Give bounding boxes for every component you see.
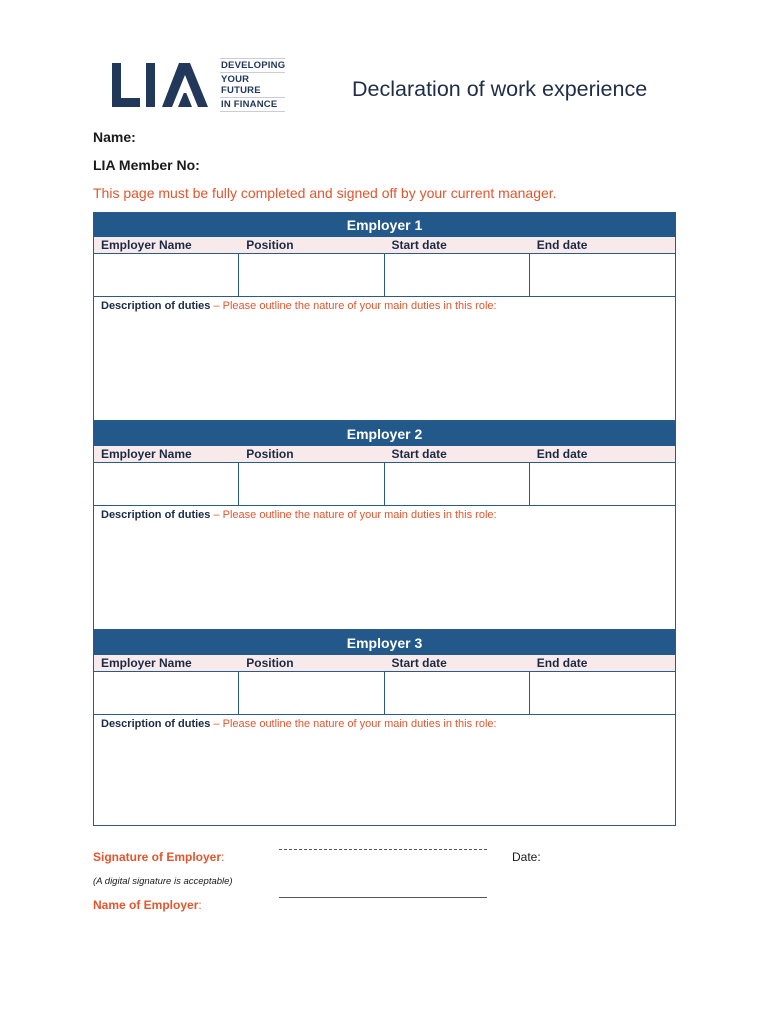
section-header: Employer 2 xyxy=(94,422,675,446)
employer-name-label-text: Name of Employer xyxy=(93,898,199,912)
position-field[interactable] xyxy=(239,463,384,505)
lia-logo-mark xyxy=(112,63,212,107)
end-date-field[interactable] xyxy=(530,463,675,505)
lia-logo xyxy=(112,58,285,112)
duties-label: Description of duties xyxy=(101,509,211,521)
member-no-label: LIA Member No: xyxy=(93,157,200,173)
logo-tagline xyxy=(220,58,285,112)
signature-line[interactable] xyxy=(279,849,487,850)
duties-field[interactable] xyxy=(94,715,675,730)
end-date-field[interactable] xyxy=(530,672,675,714)
col-position: Position xyxy=(246,447,294,461)
digital-signature-note: (A digital signature is acceptable) xyxy=(93,876,233,887)
date-label: Date: xyxy=(512,850,541,864)
column-headers xyxy=(94,446,675,463)
start-date-field[interactable] xyxy=(385,463,530,505)
col-start-date: Start date xyxy=(391,447,447,461)
col-position: Position xyxy=(246,656,294,670)
employer-row xyxy=(94,463,675,506)
column-headers xyxy=(94,655,675,672)
start-date-field[interactable] xyxy=(385,254,530,296)
section-header: Employer 3 xyxy=(94,631,675,655)
signature-label xyxy=(93,850,224,864)
duties-label: Description of duties xyxy=(101,718,211,730)
duties-label: Description of duties xyxy=(101,300,211,312)
employer-2-section xyxy=(93,421,676,630)
employer-3-section xyxy=(93,630,676,826)
employer-row xyxy=(94,672,675,715)
col-employer-name: Employer Name xyxy=(101,656,192,670)
duties-instruction: – Please outline the nature of your main duties in this role: xyxy=(210,300,497,312)
employer-name-line[interactable] xyxy=(279,897,487,898)
col-employer-name: Employer Name xyxy=(101,238,192,252)
employer-name-field[interactable] xyxy=(94,254,239,296)
position-field[interactable] xyxy=(239,254,384,296)
duties-field[interactable] xyxy=(94,297,675,312)
tagline-line: IN FINANCE xyxy=(220,97,285,112)
page-title: Declaration of work experience xyxy=(352,77,648,101)
name-label: Name: xyxy=(93,129,136,145)
employer-name-field[interactable] xyxy=(94,672,239,714)
employer-1-section xyxy=(93,212,676,421)
employer-name-label-colon: : xyxy=(198,898,202,912)
col-end-date: End date xyxy=(536,656,588,670)
col-position: Position xyxy=(246,238,294,252)
start-date-field[interactable] xyxy=(385,672,530,714)
col-start-date: Start date xyxy=(391,238,447,252)
employer-name-label xyxy=(93,898,202,912)
signature-label-colon: : xyxy=(221,850,225,864)
col-end-date: End date xyxy=(536,447,588,461)
signature-label-text: Signature of Employer xyxy=(93,850,222,864)
section-header: Employer 1 xyxy=(94,213,675,237)
employer-name-field[interactable] xyxy=(94,463,239,505)
end-date-field[interactable] xyxy=(530,254,675,296)
column-headers xyxy=(94,237,675,254)
col-start-date: Start date xyxy=(391,656,447,670)
tagline-line: DEVELOPING xyxy=(221,60,286,71)
col-end-date: End date xyxy=(536,238,588,252)
completion-notice: This page must be fully completed and signed off by your current manager. xyxy=(93,185,557,201)
tagline-line: YOUR FUTURE xyxy=(220,72,285,97)
duties-instruction: – Please outline the nature of your main duties in this role: xyxy=(210,718,497,730)
employer-row xyxy=(94,254,675,297)
duties-instruction: – Please outline the nature of your main duties in this role: xyxy=(210,509,497,521)
position-field[interactable] xyxy=(239,672,384,714)
col-employer-name: Employer Name xyxy=(101,447,192,461)
duties-field[interactable] xyxy=(94,506,675,521)
